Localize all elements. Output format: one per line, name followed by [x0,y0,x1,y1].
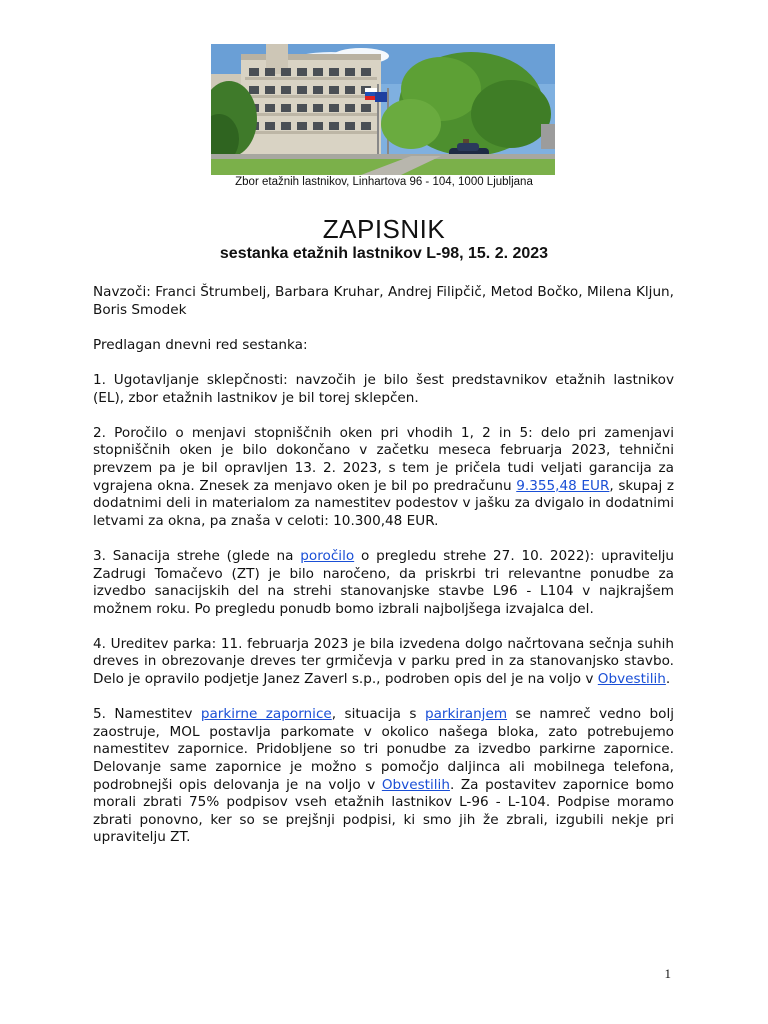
document-subtitle: sestanka etažnih lastnikov L-98, 15. 2. 2023 [219,245,549,262]
obvestila-link-2[interactable]: Obvestilih [381,776,450,793]
header-photo [211,44,555,175]
document-title: ZAPISNIK [322,214,446,244]
page-number: 1 [664,966,671,981]
item5-text-4: . Za postavitev zapornice bomo morali zbrati 75% podpisov vseh etažnih lastnikov L-96 - L-104. Podpise moramo zbrati ponovno, ker so se prejšnji podpisi, ki smo jih že zbrali, izgubili nekje pri upravitelju ZT. [93,776,674,846]
attendees-paragraph: Navzoči: Franci Štrumbelj, Barbara Kruhar, Andrej Filipčič, Metod Bočko, Milena Kljun, Boris Smodek [93,284,674,318]
parkirne-zapornice-link[interactable]: parkirne zapornice [200,706,332,723]
item5-text-1: 5. Namestitev [93,706,201,723]
item3-text-2: o pregledu strehe 27. 10. 2022): upravitelju Zadrugi Tomačevo (ZT) je bilo naročeno, da priskrbi tri relevantne ponudbe za izvedbo sanacijskih del na strehi stanovanjske stavbe L96 - L104 v najkrajšem možnem roku. Po pregledu ponudb bomo izbrali najboljšega izvajalca del. [93,547,674,617]
obvestila-link[interactable]: Obvestilih [597,671,666,688]
agenda-item-4 [93,636,674,689]
item5-text-2: , situacija s [331,706,425,723]
porocilo-link[interactable]: poročilo [300,547,355,564]
item4-text-2: . [665,671,671,688]
item3-text-1: 3. Sanacija strehe (glede na [93,547,301,564]
document-body [93,284,674,865]
item2-text-2: , skupaj z dodatnimi deli in materialom za namestitev podestov v jašku za dvigalo in dodatnimi letvami za okna, pa znaša v celoti: 10.300,48 EUR. [93,477,674,529]
item4-text-1: 4. Ureditev parka: 11. februarja 2023 je bila izvedena dolgo načrtovana sečnja suhih dreves in obrezovanje dreves ter grmičevja v parku pred in za stanovanjsko stavbo. Delo je opravilo podjetje Janez Zaverl s.p., podroben opis del je na voljo v [93,635,674,688]
predracun-link[interactable]: 9.355,48 EUR [516,477,610,494]
item5-text-3: se namreč vedno bolj zaostruje, MOL postavlja parkomate v okolico našega bloka, zato potrebujemo namestitev zapornice. Pridobljene so tri ponudbe za izvedbo parkirne zapornice. Delovanje same zapornice je možno s pomočjo daljinca ali mobilnega telefona, podrobnejši opis delovanja je na voljo v [93,706,674,793]
agenda-item-3 [93,548,674,618]
agenda-item-1: 1. Ugotavljanje sklepčnosti: navzočih je bilo šest predstavnikov etažnih lastnikov (EL), zbor etažnih lastnikov je bil torej sklepčen. [93,371,674,406]
agenda-item-5 [93,706,674,847]
photo-caption: Zbor etažnih lastnikov, Linhartova 96 - 104, 1000 Ljubljana [235,176,533,188]
agenda-item-2 [93,425,674,531]
parkiranjem-link[interactable]: parkiranjem [424,706,508,723]
agenda-intro: Predlagan dnevni red sestanka: [93,336,308,353]
item2-text-1: 2. Poročilo o menjavi stopniščnih oken pri vhodih 1, 2 in 5: delo pri zamenjavi stopniščnih oken je bilo dokončano v začetku meseca februarja 2023, tehnični prevzem pa je bil opravljen 13. 2. 2023, s tem je pričela tudi veljati garancija za vgrajena okna. Znesek za menjavo oken je bil po predračunu [93,424,674,494]
